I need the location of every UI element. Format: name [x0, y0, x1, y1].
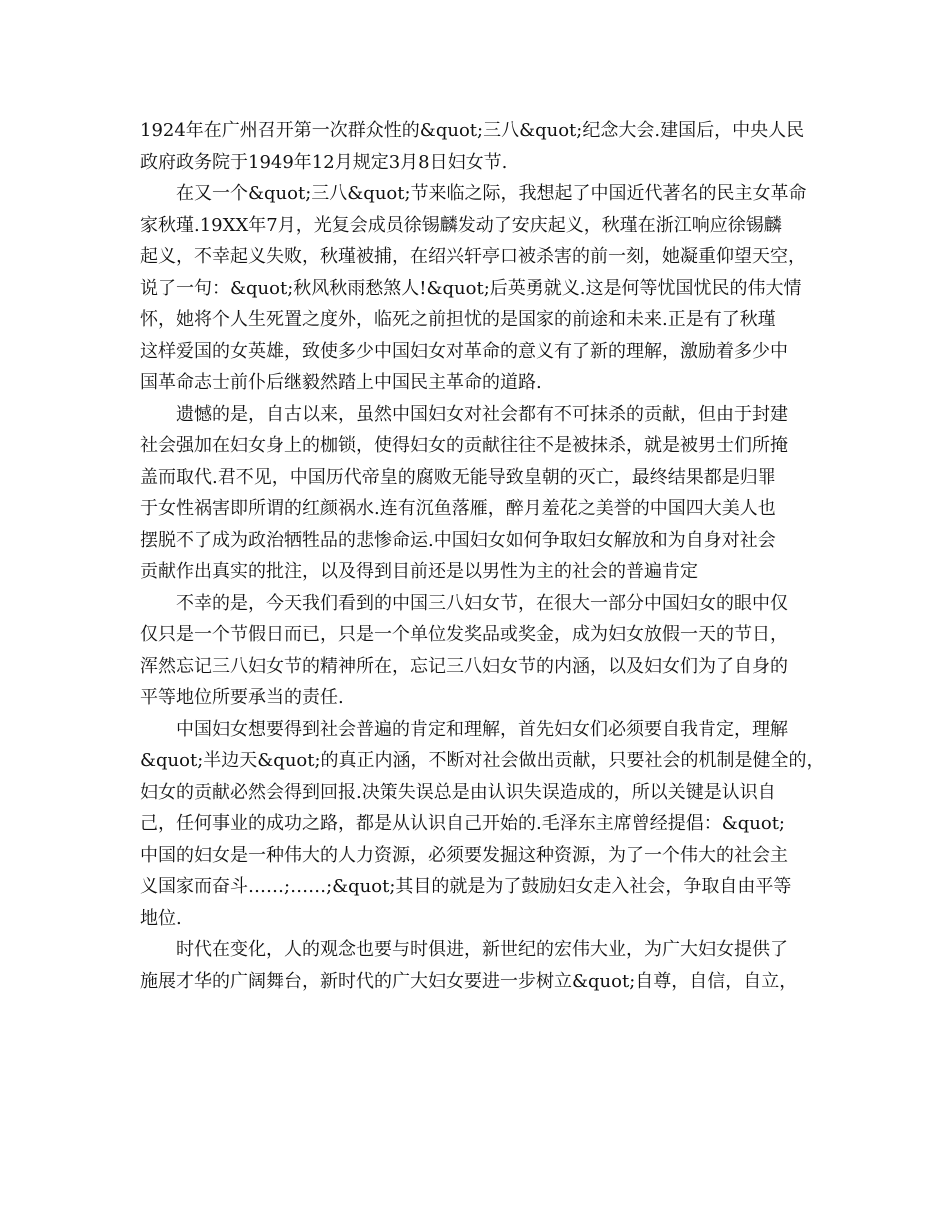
text-line: 时代在变化，人的观念也要与时俱进，新世纪的宏伟大业，为广大妇女提供了: [176, 939, 788, 960]
text-line: 中国妇女想要得到社会普遍的肯定和理解，首先妇女们必须要自我肯定，理解: [176, 718, 788, 740]
paragraph-3: [140, 399, 820, 588]
paragraph-2: [140, 178, 820, 399]
paragraph-5: [140, 714, 825, 935]
text-line: 贡献作出真实的批注，以及得到目前还是以男性为主的社会的普遍肯定: [140, 561, 698, 582]
text-line: 于女性祸害即所谓的红颜祸水.连有沉鱼落雁，醉月羞花之美誉的中国四大美人也: [140, 498, 776, 519]
text-line: 1924年在广州召开第一次群众性的&quot;三八&quot;纪念大会.建国后，中央人民: [140, 120, 805, 141]
text-line: 政府政务院于1949年12月规定3月8日妇女节.: [140, 151, 508, 173]
text-line: 起义，不幸起义失败，秋瑾被捕，在绍兴轩亭口被杀害的前一刻，她凝重仰望天空，: [140, 246, 806, 267]
text-line: 怀，她将个人生死置之度外，临死之前担忧的是国家的前途和未来.正是有了秋瑾: [140, 309, 776, 330]
text-line: 妇女的贡献必然会得到回报.决策失误总是由认识失误造成的，所以关键是认识自: [140, 781, 776, 803]
text-line: 遗憾的是，自古以来，虽然中国妇女对社会都有不可抹杀的贡献，但由于封建: [176, 403, 788, 425]
text-line: 施展才华的广阔舞台，新时代的广大妇女要进一步树立&quot;自尊，自信，自立，: [140, 970, 798, 992]
text-line: 社会强加在妇女身上的枷锁，使得妇女的贡献往往不是被抹杀，就是被男士们所掩: [140, 435, 788, 456]
text-line: 在又一个&quot;三八&quot;节来临之际，我想起了中国近代著名的民主女革命: [176, 183, 807, 204]
text-line: 仅只是一个节假日而已，只是一个单位发奖品或奖金，成为妇女放假一天的节日，: [140, 624, 788, 645]
paragraph-4: [140, 588, 820, 714]
text-line: 地位.: [140, 907, 182, 929]
text-line: 己，任何事业的成功之路，都是从认识自己开始的.毛泽东主席曾经提倡：&quot;: [140, 813, 785, 834]
text-line: 平等地位所要承当的责任.: [140, 687, 344, 708]
text-line: 国革命志士前仆后继毅然踏上中国民主革命的道路.: [140, 372, 542, 393]
text-line: 义国家而奋斗……;……;&quot;其目的就是为了鼓励妇女走入社会，争取自由平等: [140, 876, 792, 897]
text-line: &quot;半边天&quot;的真正内涵，不断对社会做出贡献，只要社会的机制是健全的，: [140, 750, 825, 771]
paragraph-1: [140, 115, 820, 178]
text-line: 家秋瑾.19XX年7月，光复会成员徐锡麟发动了安庆起义，秋瑾在浙江响应徐锡麟: [140, 214, 782, 236]
text-line: 不幸的是，今天我们看到的中国三八妇女节，在很大一部分中国妇女的眼中仅: [176, 592, 788, 614]
paragraph-6: [140, 934, 820, 997]
text-line: 浑然忘记三八妇女节的精神所在，忘记三八妇女节的内涵，以及妇女们为了自身的: [140, 655, 788, 677]
text-line: 说了一句：&quot;秋风秋雨愁煞人!&quot;后英勇就义.这是何等忧国忧民的伟大情: [140, 277, 802, 299]
text-line: 盖而取代.君不见，中国历代帝皇的腐败无能导致皇朝的灭亡，最终结果都是归罪: [140, 466, 776, 488]
text-line: 中国的妇女是一种伟大的人力资源，必须要发掘这种资源，为了一个伟大的社会主: [140, 844, 788, 866]
document-body: [140, 115, 825, 997]
text-line: 这样爱国的女英雄，致使多少中国妇女对革命的意义有了新的理解，激励着多少中: [140, 340, 788, 362]
text-line: 摆脱不了成为政治牺牲品的悲惨命运.中国妇女如何争取妇女解放和为自身对社会: [140, 529, 776, 551]
